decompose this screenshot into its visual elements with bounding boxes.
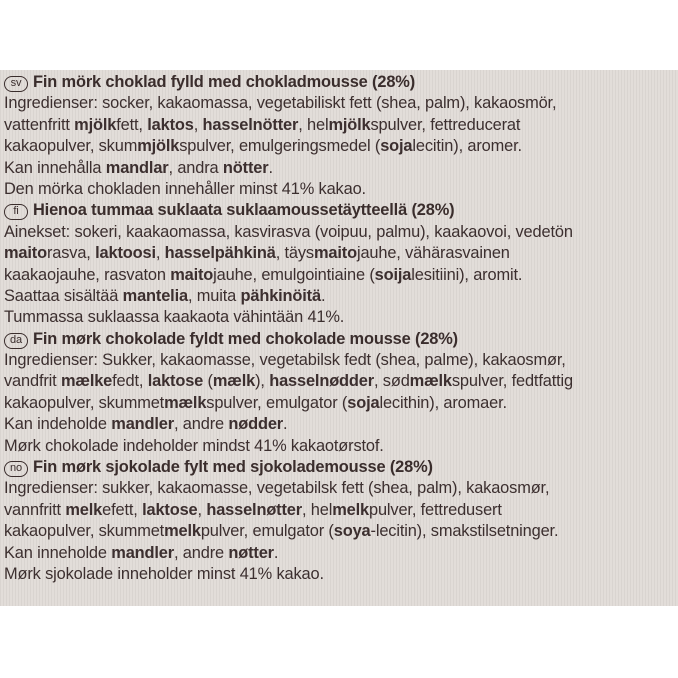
ingredient-text: Ingredienser: socker, kakaomassa, vegetabiliskt fett (shea, palm), kakaosmör, [4, 94, 557, 113]
allergen-text: maito [313, 244, 357, 263]
ingredient-text: . [273, 543, 279, 562]
ingredient-text: . [283, 415, 288, 434]
ingredient-text: pulver, emulgator ( [200, 522, 334, 541]
language-code-badge: sv [4, 76, 28, 92]
ingredient-text: Tummassa suklaassa kaakaota vähintään 41%. [4, 308, 345, 327]
allergen-text: maito [4, 244, 47, 263]
allergen-text: laktose [142, 500, 198, 519]
allergen-text: melk [65, 500, 103, 519]
ingredient-text: ( [203, 372, 213, 391]
allergen-text: nøtter [228, 543, 274, 562]
ingredient-line [4, 436, 678, 457]
ingredient-line [4, 158, 678, 179]
ingredient-text: . [268, 158, 273, 177]
ingredient-text: spulver, emulgeringsmedel ( [179, 137, 381, 156]
allergen-text: maito [170, 265, 214, 284]
ingredient-text: rasva, [46, 244, 96, 263]
ingredient-text: , muita [187, 286, 241, 305]
ingredient-line [4, 179, 678, 200]
allergen-text: pähkinöitä [240, 286, 321, 305]
section-heading-text: Fin mörk choklad fylld med chokladmousse (28%) [33, 73, 416, 91]
ingredient-line [4, 478, 678, 499]
ingredient-text: , hel [298, 115, 329, 134]
ingredient-text: Kan indeholde [4, 415, 112, 434]
allergen-text: hasselpähkinä [164, 244, 276, 263]
ingredient-text: spulver, fettreducerat [370, 115, 521, 134]
ingredient-text-block [4, 72, 678, 585]
ingredient-text: Kan inneholde [4, 543, 112, 562]
ingredient-line [4, 393, 678, 414]
ingredient-line [4, 243, 678, 264]
ingredient-text: Saattaa sisältää [4, 286, 123, 305]
allergen-text: hasselnøtter [206, 500, 302, 519]
ingredient-text: kaakaojauhe, rasvaton [4, 265, 171, 284]
ingredient-text: efett, [102, 500, 143, 519]
ingredient-line [4, 371, 678, 392]
ingredient-text: , [197, 500, 207, 519]
allergen-text: mantelia [122, 286, 188, 305]
ingredient-text: , andre [173, 415, 229, 434]
ingredient-text: lecitin), aromer. [412, 137, 522, 156]
ingredient-text: Ainekset: sokeri, kaakaomassa, kasvirasva (voipuu, palmu), kaakaovoi, vedetön [4, 222, 573, 241]
ingredient-text: Ingredienser: sukker, kakaomasse, vegetabilsk fett (shea, palm), kakaosmør, [4, 479, 550, 498]
allergen-text: melk [164, 522, 201, 541]
allergen-text: soya [333, 522, 371, 541]
ingredient-text: , [155, 244, 165, 263]
allergen-text: mælke [60, 372, 113, 391]
allergen-text: mælk [164, 393, 207, 412]
ingredient-line [4, 286, 678, 307]
ingredient-text: Mørk chokolade indeholder mindst 41% kakaotørstof. [4, 436, 384, 455]
allergen-text: soja [380, 137, 413, 156]
allergen-text: melk [332, 500, 369, 519]
ingredient-text: . [320, 286, 326, 305]
allergen-text: mandler [111, 415, 174, 434]
ingredient-line [4, 500, 678, 521]
ingredient-line [4, 93, 678, 114]
ingredient-text: fett, [116, 115, 148, 134]
allergen-text: laktose [147, 372, 204, 391]
allergen-text: mælk [409, 372, 452, 391]
ingredient-text: lesitiini), aromit. [411, 265, 523, 284]
ingredient-text: Ingredienser: Sukker, kakaomasse, vegetabilsk fedt (shea, palme), kakaosmør, [4, 351, 566, 370]
ingredient-line [4, 521, 678, 542]
allergen-text: mandler [111, 543, 174, 562]
ingredient-line [4, 414, 678, 435]
section-heading-fi [4, 200, 678, 221]
ingredient-text: , andre [173, 543, 229, 562]
section-heading-text: Fin mørk chokolade fyldt med chokolade mousse (28%) [33, 329, 458, 348]
ingredient-text: vannfritt [4, 500, 66, 519]
ingredient-line [4, 543, 678, 564]
allergen-text: mjölk [137, 137, 180, 156]
ingredient-text: ), [255, 372, 270, 391]
language-code-badge: no [4, 461, 28, 477]
ingredient-text: Mørk sjokolade inneholder minst 41% kakao. [4, 564, 324, 583]
allergen-text: hasselnødder [269, 372, 374, 391]
ingredient-text: jauhe, emulgointiaine ( [213, 265, 375, 284]
ingredient-text: , sød [373, 372, 410, 391]
ingredient-text: -lecitin), smakstilsetninger. [370, 522, 559, 541]
allergen-text: mjölk [328, 115, 371, 134]
ingredient-text: kakaopulver, skummet [4, 522, 165, 541]
section-heading-da [4, 329, 678, 350]
allergen-text: laktoosi [95, 244, 156, 263]
section-heading-no [4, 457, 678, 478]
language-code-badge: fi [4, 204, 28, 220]
allergen-text: nötter [222, 158, 269, 177]
ingredient-line [4, 350, 678, 371]
allergen-text: mandlar [105, 158, 169, 177]
ingredient-text: vattenfritt [4, 115, 75, 134]
ingredient-text: kakaopulver, skum [4, 137, 138, 156]
ingredient-text: fedt, [112, 372, 148, 391]
allergen-text: soja [347, 393, 380, 412]
ingredient-text: , [193, 115, 203, 134]
ingredient-text: jauhe, vähärasvainen [356, 244, 510, 263]
allergen-text: laktos [147, 115, 194, 134]
ingredient-text: spulver, emulgator ( [206, 393, 348, 412]
ingredient-text: Den mörka chokladen innehåller minst 41% kakao. [4, 179, 366, 198]
ingredient-text: kakaopulver, skummet [4, 393, 165, 412]
allergen-text: mælk [212, 372, 256, 391]
ingredient-text: pulver, fettredusert [369, 500, 502, 519]
ingredient-line [4, 564, 678, 585]
ingredient-text: spulver, fedtfattig [451, 372, 573, 391]
ingredient-line [4, 222, 678, 243]
section-heading-sv [4, 72, 678, 93]
ingredient-line [4, 307, 678, 328]
ingredient-line [4, 265, 678, 286]
language-code-badge: da [4, 333, 28, 349]
allergen-text: mjölk [74, 115, 117, 134]
allergen-text: nødder [228, 415, 284, 434]
allergen-text: soija [374, 265, 412, 284]
ingredient-text: vandfrit [4, 372, 61, 391]
ingredient-text: , hel [302, 500, 333, 519]
ingredient-line [4, 115, 678, 136]
allergen-text: hasselnötter [202, 115, 299, 134]
section-heading-text: Fin mørk sjokolade fylt med sjokolademousse (28%) [33, 458, 433, 477]
ingredient-text: lecithin), aromaer. [379, 393, 507, 412]
ingredient-text: , täys [275, 244, 314, 263]
ingredient-label-panel [0, 70, 678, 606]
ingredient-line [4, 136, 678, 157]
section-heading-text: Hienoa tummaa suklaata suklaamoussetäytteellä (28%) [33, 201, 455, 220]
ingredient-text: , andra [168, 158, 223, 177]
ingredient-text: Kan innehålla [4, 158, 106, 177]
